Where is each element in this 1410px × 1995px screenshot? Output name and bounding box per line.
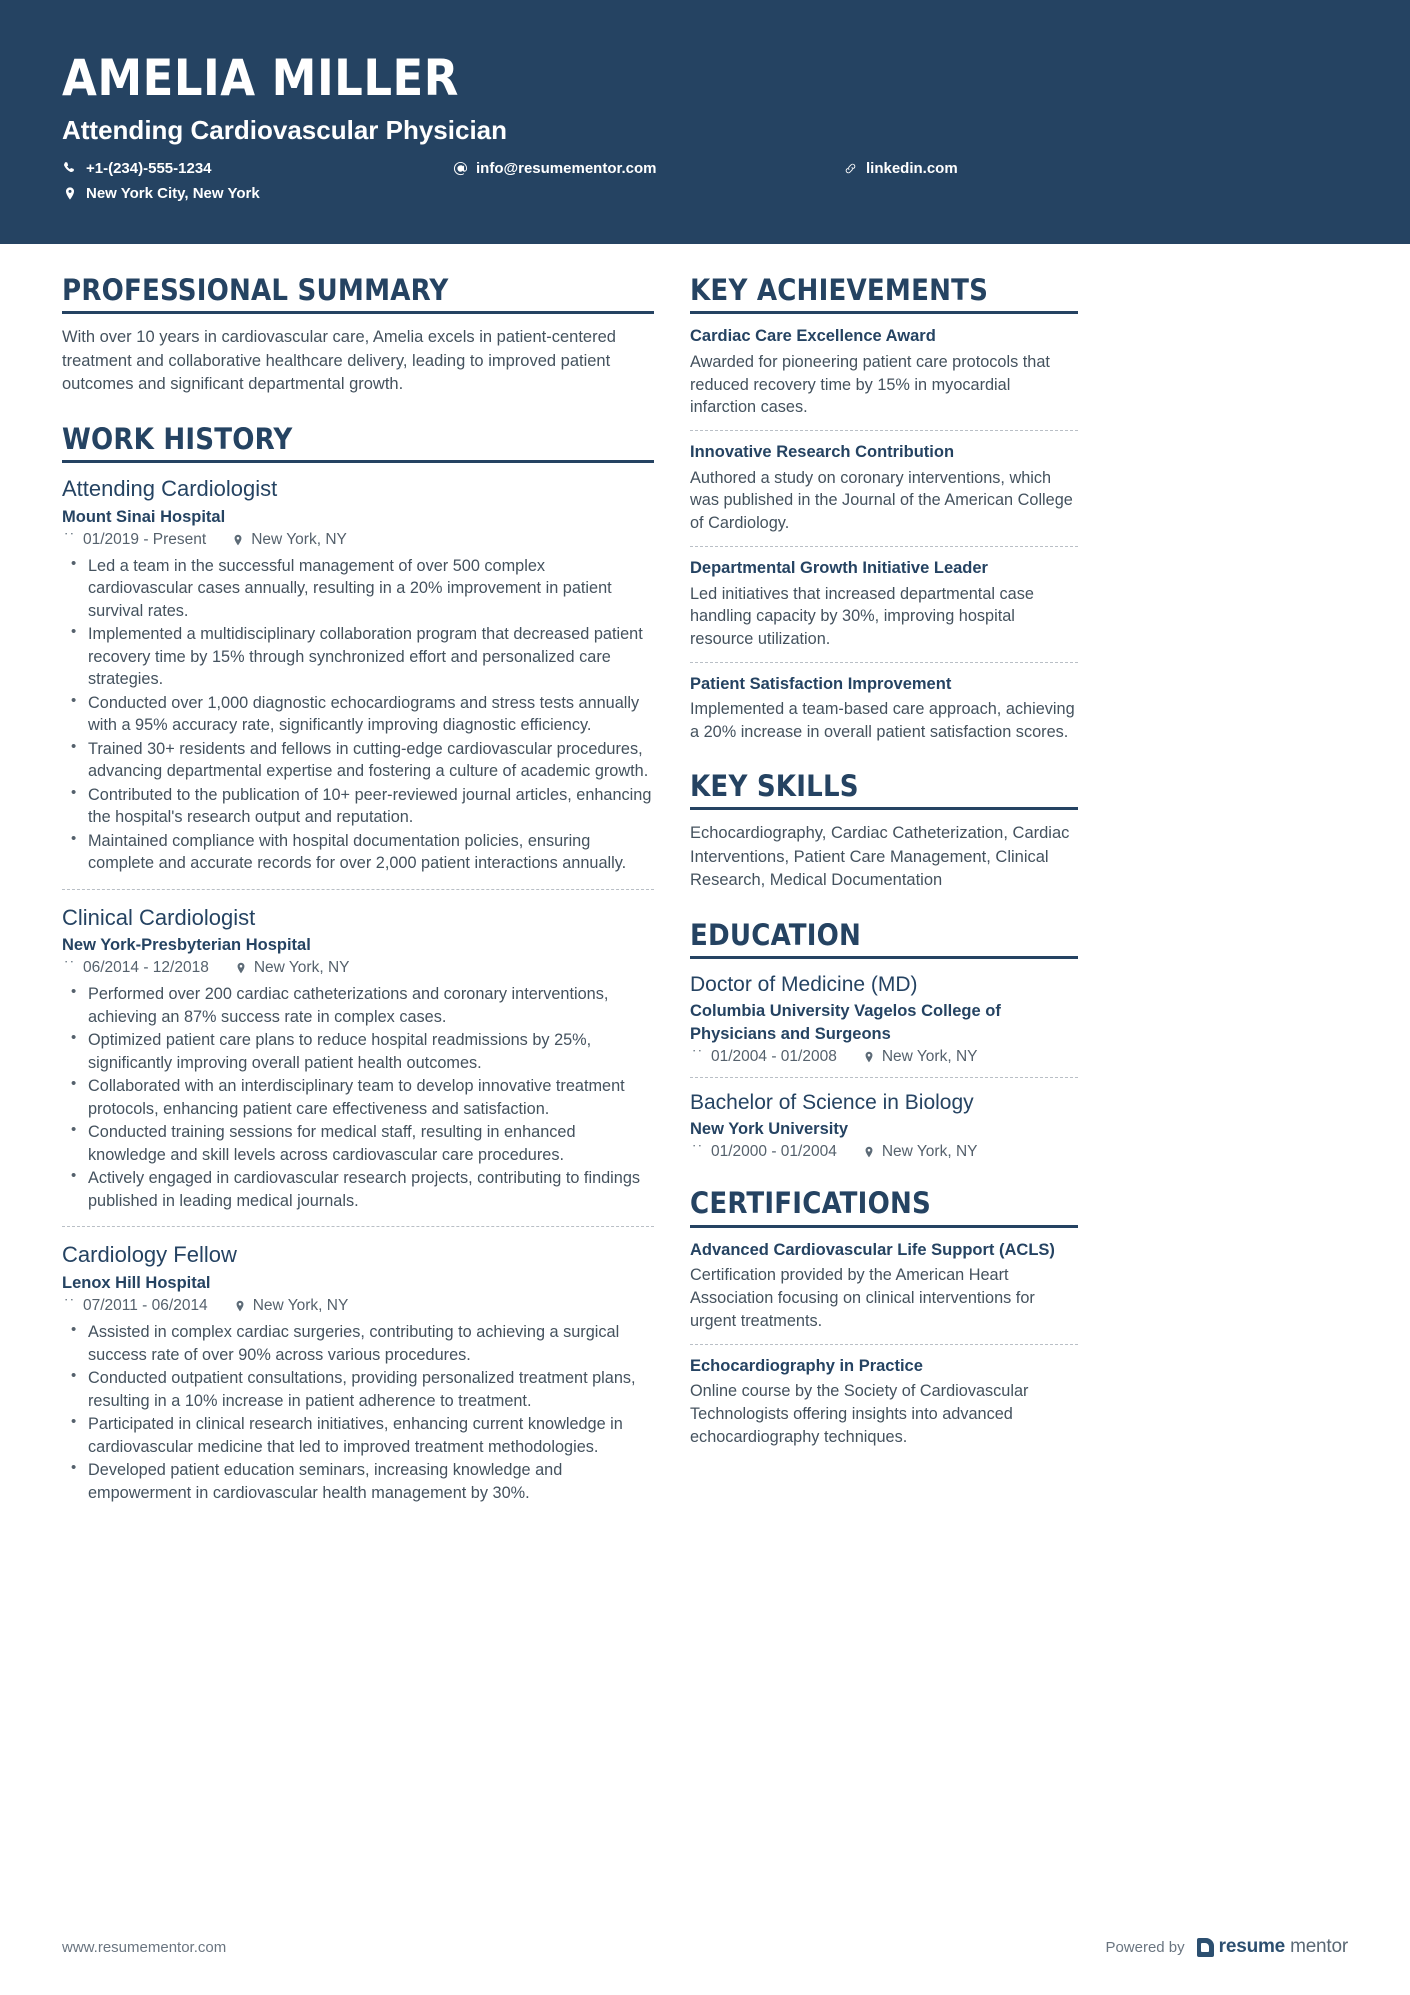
certification-item (690, 1240, 1078, 1333)
job-bullet: • Implemented a multidisciplinary collaboration program that decreased patient recovery time by 15% through synchronized effort and personalized care strategies. (62, 623, 654, 690)
calendar-icon (690, 1050, 704, 1064)
job-dates (62, 959, 209, 977)
achievement-title: Patient Satisfaction Improvement (690, 674, 952, 693)
job-location-text: New York, NY (251, 530, 347, 548)
job-location (234, 1297, 349, 1315)
section-heading-achievements: KEY ACHIEVEMENTS (690, 273, 989, 307)
location-icon (235, 961, 247, 975)
contact-location (62, 185, 452, 202)
section-key-achievements (690, 274, 1078, 744)
education-location (863, 1048, 978, 1066)
contact-info (62, 160, 1348, 202)
section-certifications (690, 1187, 1078, 1448)
job-dates-text: 06/2014 - 12/2018 (83, 959, 209, 977)
education-item (690, 971, 1078, 1066)
education-location (863, 1143, 978, 1161)
achievement-description: Awarded for pioneering patient care protocols that reduced recovery time by 15% in myocardial infarction cases. (690, 352, 1050, 417)
section-heading-education: EDUCATION (690, 917, 862, 952)
job-organization: New York-Presbyterian Hospital (62, 936, 311, 955)
location-icon (863, 1145, 875, 1159)
contact-email-text: info@resumementor.com (476, 159, 657, 177)
job-bullet: • Maintained compliance with hospital documentation policies, ensuring complete and accurate records for over 2,000 patient interactions annually. (62, 830, 654, 875)
resumementor-logo (1197, 1936, 1348, 1958)
section-education (690, 919, 1078, 1162)
achievement-description: Implemented a team-based care approach, achieving a 20% increase in overall patient satisfaction scores. (690, 700, 1075, 742)
powered-by-label: Powered by (1105, 1938, 1185, 1956)
job-dates-text: 07/2011 - 06/2014 (83, 1297, 208, 1315)
education-meta (690, 1143, 1078, 1161)
candidate-name: AMELIA MILLER (62, 49, 459, 107)
brand-name-primary: resume (1218, 1936, 1286, 1957)
job-location (232, 531, 347, 549)
contact-phone-text: +1-(234)-555-1234 (86, 159, 212, 177)
job-meta (62, 959, 654, 977)
education-degree: Bachelor of Science in Biology (690, 1090, 974, 1114)
candidate-job-title: Attending Cardiovascular Physician (62, 114, 508, 145)
education-dates-text: 01/2004 - 01/2008 (711, 1047, 837, 1065)
section-key-skills (690, 770, 1078, 893)
job-bullet: • Led a team in the successful management of over 500 complex cardiovascular cases annually, resulting in a 20% improvement in patient survival rates. (62, 555, 654, 622)
education-dates (690, 1048, 837, 1066)
footer-website-url[interactable]: www.resumementor.com (62, 1938, 227, 1956)
education-location-text: New York, NY (881, 1143, 978, 1161)
summary-text: With over 10 years in cardiovascular care, Amelia excels in patient-centered treatment and collaborative healthcare delivery, leading to improved patient outcomes and significant departmental growth. (62, 328, 616, 394)
resume-footer (0, 1899, 1410, 1995)
achievement-description: Led initiatives that increased departmental case handling capacity by 30%, improving hospital resource utilization. (690, 584, 1034, 649)
job-location-text: New York, NY (252, 1297, 349, 1315)
job-location-text: New York, NY (253, 959, 350, 977)
education-location-text: New York, NY (881, 1047, 978, 1065)
section-professional-summary (62, 274, 654, 397)
education-meta (690, 1048, 1078, 1066)
achievement-title: Departmental Growth Initiative Leader (690, 559, 988, 578)
divider (690, 1077, 1078, 1078)
achievement-item (690, 442, 1078, 535)
job-bullets (62, 983, 654, 1212)
calendar-icon (690, 1145, 704, 1159)
contact-location-text: New York City, New York (86, 184, 260, 202)
education-school: New York University (690, 1120, 849, 1139)
achievement-item (690, 558, 1078, 651)
email-icon (452, 160, 468, 176)
education-dates (690, 1143, 837, 1161)
certification-item (690, 1356, 1078, 1449)
job-organization: Mount Sinai Hospital (62, 507, 226, 526)
certification-description: Online course by the Society of Cardiovascular Technologists offering insights into advanced echocardiography techniques. (690, 1382, 1029, 1446)
section-rule (690, 956, 1078, 959)
job-bullet: • Assisted in complex cardiac surgeries, contributing to achieving a surgical success rate of over 90% across various procedures. (62, 1321, 654, 1366)
link-icon (842, 160, 858, 176)
job-bullet: • Performed over 200 cardiac catheterizations and coronary interventions, achieving an 87% success rate in complex cases. (62, 983, 654, 1028)
achievement-item (690, 326, 1078, 419)
section-heading-summary: PROFESSIONAL SUMMARY (62, 273, 449, 307)
section-rule (690, 311, 1078, 314)
job-meta (62, 531, 654, 549)
job-bullet: • Conducted over 1,000 diagnostic echocardiograms and stress tests annually with a 95% accuracy rate, significantly improving diagnostic efficiency. (62, 692, 654, 737)
certification-title: Advanced Cardiovascular Life Support (ACLS) (690, 1240, 1055, 1259)
achievement-item (690, 674, 1078, 744)
achievement-title: Innovative Research Contribution (690, 443, 955, 462)
calendar-icon (62, 1299, 76, 1313)
divider (690, 662, 1078, 663)
contact-linkedin-text: linkedin.com (866, 159, 958, 177)
contact-linkedin[interactable] (842, 160, 1348, 177)
location-icon (232, 533, 244, 547)
calendar-icon (62, 533, 76, 547)
phone-icon (62, 160, 78, 176)
job-dates (62, 531, 206, 549)
education-school: Columbia University Vagelos College of Physicians and Surgeons (690, 1002, 1001, 1043)
contact-email[interactable] (452, 160, 842, 177)
divider (690, 430, 1078, 431)
job-location (235, 959, 350, 977)
right-column (690, 244, 1078, 1474)
location-icon (863, 1050, 875, 1064)
job-bullet: • Trained 30+ residents and fellows in cutting-edge cardiovascular procedures, advancing departmental expertise and fostering a culture of academic growth. (62, 738, 654, 783)
job-bullet: • Conducted training sessions for medical staff, resulting in enhanced knowledge and skill levels across cardiovascular care procedures. (62, 1121, 654, 1166)
divider (62, 1226, 654, 1227)
certification-description: Certification provided by the American Heart Association focusing on clinical interventions for urgent treatments. (690, 1266, 1035, 1330)
section-rule (690, 1225, 1078, 1228)
job-role: Cardiology Fellow (62, 1242, 237, 1268)
job-bullets (62, 1321, 654, 1504)
achievement-title: Cardiac Care Excellence Award (690, 327, 936, 346)
section-heading-work-history: WORK HISTORY (62, 421, 293, 456)
job-role: Attending Cardiologist (62, 475, 278, 501)
resumementor-mark-icon (1197, 1938, 1214, 1957)
job-bullet: • Contributed to the publication of 10+ peer-reviewed journal articles, enhancing the hospital's research output and reputation. (62, 784, 654, 829)
job-meta (62, 1297, 654, 1315)
section-heading-skills: KEY SKILLS (690, 769, 859, 804)
job-bullet: • Developed patient education seminars, increasing knowledge and empowerment in cardiovascular health management by 30%. (62, 1459, 654, 1504)
job-bullet: • Conducted outpatient consultations, providing personalized treatment plans, resulting in a 10% increase in patient adherence to treatment. (62, 1367, 654, 1412)
section-rule (690, 807, 1078, 810)
skills-text: Echocardiography, Cardiac Catheterization, Cardiac Interventions, Patient Care Management, Clinical Research, Medical Documentation (690, 824, 1070, 890)
work-history-item (62, 475, 654, 875)
education-dates-text: 01/2000 - 01/2004 (711, 1143, 837, 1161)
calendar-icon (62, 961, 76, 975)
section-rule (62, 460, 654, 463)
certification-title: Echocardiography in Practice (690, 1356, 923, 1375)
section-work-history (62, 423, 654, 1504)
divider (690, 1344, 1078, 1345)
job-dates (62, 1297, 208, 1315)
work-history-item (62, 904, 654, 1213)
powered-by-block (1105, 1936, 1348, 1958)
job-dates-text: 01/2019 - Present (83, 530, 207, 548)
section-heading-certifications: CERTIFICATIONS (690, 1186, 931, 1221)
job-bullet: • Actively engaged in cardiovascular research projects, contributing to findings published in leading medical journals. (62, 1167, 654, 1212)
education-item (690, 1089, 1078, 1162)
divider (62, 889, 654, 890)
location-icon (62, 185, 78, 201)
achievement-description: Authored a study on coronary interventions, which was published in the Journal of the American College of Cardiology. (690, 468, 1073, 533)
divider (690, 546, 1078, 547)
job-bullet: • Optimized patient care plans to reduce hospital readmissions by 25%, significantly improving overall patient health outcomes. (62, 1029, 654, 1074)
section-rule (62, 311, 654, 314)
work-history-item (62, 1241, 654, 1504)
resume-body (0, 244, 1410, 1530)
left-column (62, 244, 654, 1530)
job-bullets (62, 555, 654, 875)
contact-phone[interactable] (62, 160, 452, 177)
job-organization: Lenox Hill Hospital (62, 1273, 211, 1292)
job-bullet: • Collaborated with an interdisciplinary team to develop innovative treatment protocols, enhancing patient care effectiveness and satisfaction. (62, 1075, 654, 1120)
job-role: Clinical Cardiologist (62, 904, 256, 930)
education-degree: Doctor of Medicine (MD) (690, 972, 918, 996)
brand-name-secondary: mentor (1290, 1936, 1348, 1957)
job-bullet: • Participated in clinical research initiatives, enhancing current knowledge in cardiovascular medicine that led to improved treatment methodologies. (62, 1413, 654, 1458)
location-icon (234, 1299, 246, 1313)
resume-header (0, 0, 1410, 244)
